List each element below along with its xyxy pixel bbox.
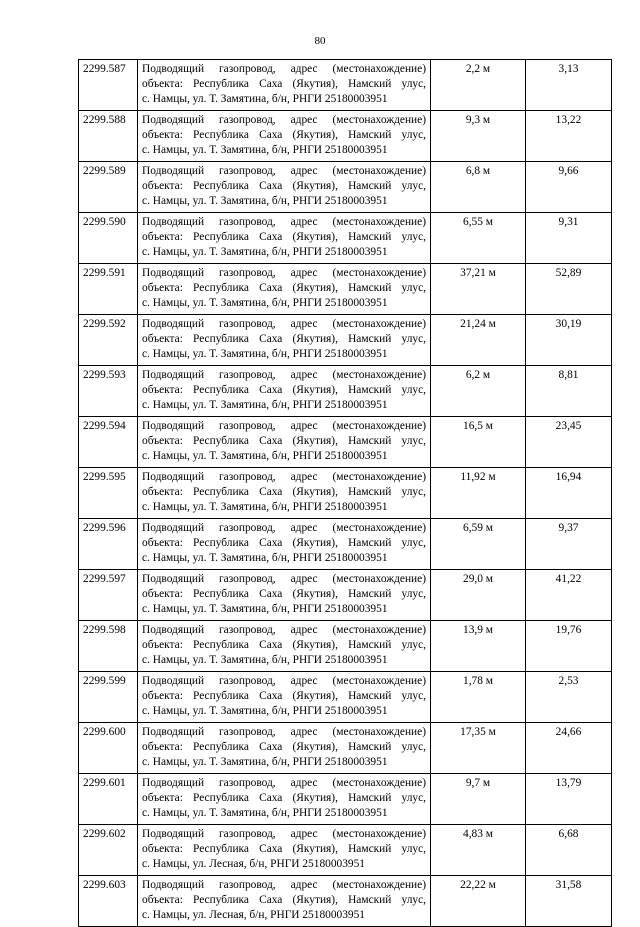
description-line: с. Намцы, ул. Т. Замятина, б/н, РНГИ 25180003951 [142, 93, 388, 105]
description-line: Подводящий газопровод, адрес (местонахождение) [142, 165, 426, 177]
object-description [138, 774, 431, 825]
item-number: 2299.596 [79, 519, 138, 570]
description-line: Подводящий газопровод, адрес (местонахождение) [142, 471, 426, 483]
table-row [79, 570, 612, 621]
object-length: 2,2 м [431, 60, 526, 111]
description-line: с. Намцы, ул. Т. Замятина, б/н, РНГИ 25180003951 [142, 603, 388, 615]
item-number: 2299.588 [79, 111, 138, 162]
description-line: объекта: Республика Саха (Якутия), Намский улус, [142, 690, 426, 702]
object-length: 11,92 м [431, 468, 526, 519]
table-row [79, 621, 612, 672]
description-line: с. Намцы, ул. Т. Замятина, б/н, РНГИ 25180003951 [142, 756, 388, 768]
description-line: Подводящий газопровод, адрес (местонахождение) [142, 369, 426, 381]
object-area: 23,45 [526, 417, 612, 468]
object-length: 6,2 м [431, 366, 526, 417]
table-row [79, 519, 612, 570]
item-number: 2299.589 [79, 162, 138, 213]
description-line: Подводящий газопровод, адрес (местонахождение) [142, 63, 426, 75]
description-line: объекта: Республика Саха (Якутия), Намский улус, [142, 792, 426, 804]
object-description [138, 876, 431, 927]
object-length: 37,21 м [431, 264, 526, 315]
object-area: 41,22 [526, 570, 612, 621]
description-line: Подводящий газопровод, адрес (местонахождение) [142, 624, 426, 636]
object-area: 24,66 [526, 723, 612, 774]
description-line: с. Намцы, ул. Т. Замятина, б/н, РНГИ 25180003951 [142, 705, 388, 717]
item-number: 2299.591 [79, 264, 138, 315]
item-number: 2299.599 [79, 672, 138, 723]
description-line: с. Намцы, ул. Т. Замятина, б/н, РНГИ 25180003951 [142, 807, 388, 819]
object-area: 6,68 [526, 825, 612, 876]
object-area: 13,79 [526, 774, 612, 825]
description-line: с. Намцы, ул. Т. Замятина, б/н, РНГИ 25180003951 [142, 654, 388, 666]
object-area: 3,13 [526, 60, 612, 111]
description-line: Подводящий газопровод, адрес (местонахождение) [142, 522, 426, 534]
item-number: 2299.593 [79, 366, 138, 417]
object-length: 29,0 м [431, 570, 526, 621]
description-line: Подводящий газопровод, адрес (местонахождение) [142, 828, 426, 840]
table-row [79, 468, 612, 519]
item-number: 2299.602 [79, 825, 138, 876]
registry-table [78, 59, 612, 927]
object-area: 9,37 [526, 519, 612, 570]
description-line: объекта: Республика Саха (Якутия), Намский улус, [142, 588, 426, 600]
object-area: 16,94 [526, 468, 612, 519]
object-description [138, 825, 431, 876]
description-line: Подводящий газопровод, адрес (местонахождение) [142, 318, 426, 330]
object-length: 13,9 м [431, 621, 526, 672]
object-area: 13,22 [526, 111, 612, 162]
item-number: 2299.592 [79, 315, 138, 366]
object-area: 19,76 [526, 621, 612, 672]
object-description [138, 315, 431, 366]
description-line: объекта: Республика Саха (Якутия), Намский улус, [142, 282, 426, 294]
item-number: 2299.587 [79, 60, 138, 111]
object-description [138, 213, 431, 264]
table-row [79, 723, 612, 774]
table-row [79, 111, 612, 162]
description-line: с. Намцы, ул. Т. Замятина, б/н, РНГИ 25180003951 [142, 501, 388, 513]
description-line: объекта: Республика Саха (Якутия), Намский улус, [142, 78, 426, 90]
object-length: 6,55 м [431, 213, 526, 264]
description-line: с. Намцы, ул. Лесная, б/н, РНГИ 25180003951 [142, 858, 366, 870]
description-line: с. Намцы, ул. Т. Замятина, б/н, РНГИ 25180003951 [142, 552, 388, 564]
table-row [79, 774, 612, 825]
object-description [138, 162, 431, 213]
description-line: объекта: Республика Саха (Якутия), Намский улус, [142, 435, 426, 447]
item-number: 2299.600 [79, 723, 138, 774]
table-row [79, 162, 612, 213]
object-length: 9,3 м [431, 111, 526, 162]
table-row [79, 315, 612, 366]
object-description [138, 111, 431, 162]
description-line: с. Намцы, ул. Т. Замятина, б/н, РНГИ 25180003951 [142, 399, 388, 411]
description-line: объекта: Республика Саха (Якутия), Намский улус, [142, 180, 426, 192]
object-description [138, 621, 431, 672]
description-line: объекта: Республика Саха (Якутия), Намский улус, [142, 333, 426, 345]
object-length: 17,35 м [431, 723, 526, 774]
object-area: 8,81 [526, 366, 612, 417]
object-length: 4,83 м [431, 825, 526, 876]
object-description [138, 366, 431, 417]
object-length: 21,24 м [431, 315, 526, 366]
description-line: объекта: Республика Саха (Якутия), Намский улус, [142, 384, 426, 396]
table-row [79, 366, 612, 417]
description-line: Подводящий газопровод, адрес (местонахождение) [142, 114, 426, 126]
item-number: 2299.603 [79, 876, 138, 927]
description-line: Подводящий газопровод, адрес (местонахождение) [142, 573, 426, 585]
object-description [138, 468, 431, 519]
description-line: объекта: Республика Саха (Якутия), Намский улус, [142, 129, 426, 141]
object-length: 9,7 м [431, 774, 526, 825]
description-line: объекта: Республика Саха (Якутия), Намский улус, [142, 537, 426, 549]
object-area: 2,53 [526, 672, 612, 723]
description-line: с. Намцы, ул. Т. Замятина, б/н, РНГИ 25180003951 [142, 195, 388, 207]
table-row [79, 213, 612, 264]
description-line: объекта: Республика Саха (Якутия), Намский улус, [142, 486, 426, 498]
object-length: 22,22 м [431, 876, 526, 927]
object-area: 30,19 [526, 315, 612, 366]
page-number: 80 [314, 35, 326, 47]
object-description [138, 570, 431, 621]
description-line: Подводящий газопровод, адрес (местонахождение) [142, 726, 426, 738]
object-description [138, 417, 431, 468]
object-length: 16,5 м [431, 417, 526, 468]
object-description [138, 672, 431, 723]
description-line: с. Намцы, ул. Т. Замятина, б/н, РНГИ 25180003951 [142, 246, 388, 258]
description-line: объекта: Республика Саха (Якутия), Намский улус, [142, 843, 426, 855]
table-row [79, 876, 612, 927]
object-length: 1,78 м [431, 672, 526, 723]
description-line: с. Намцы, ул. Т. Замятина, б/н, РНГИ 25180003951 [142, 348, 388, 360]
item-number: 2299.595 [79, 468, 138, 519]
description-line: Подводящий газопровод, адрес (местонахождение) [142, 777, 426, 789]
object-area: 52,89 [526, 264, 612, 315]
description-line: с. Намцы, ул. Т. Замятина, б/н, РНГИ 25180003951 [142, 144, 388, 156]
description-line: Подводящий газопровод, адрес (местонахождение) [142, 675, 426, 687]
object-description [138, 60, 431, 111]
registry-table-body [79, 60, 612, 927]
table-row [79, 264, 612, 315]
description-line: с. Намцы, ул. Т. Замятина, б/н, РНГИ 25180003951 [142, 450, 388, 462]
item-number: 2299.601 [79, 774, 138, 825]
table-row [79, 825, 612, 876]
description-line: Подводящий газопровод, адрес (местонахождение) [142, 420, 426, 432]
description-line: Подводящий газопровод, адрес (местонахождение) [142, 879, 426, 891]
object-area: 9,66 [526, 162, 612, 213]
object-area: 31,58 [526, 876, 612, 927]
object-description [138, 519, 431, 570]
description-line: объекта: Республика Саха (Якутия), Намский улус, [142, 741, 426, 753]
description-line: объекта: Республика Саха (Якутия), Намский улус, [142, 231, 426, 243]
description-line: с. Намцы, ул. Лесная, б/н, РНГИ 25180003951 [142, 909, 366, 921]
table-row [79, 672, 612, 723]
description-line: с. Намцы, ул. Т. Замятина, б/н, РНГИ 25180003951 [142, 297, 388, 309]
description-line: Подводящий газопровод, адрес (местонахождение) [142, 267, 426, 279]
object-area: 9,31 [526, 213, 612, 264]
table-row [79, 417, 612, 468]
object-length: 6,59 м [431, 519, 526, 570]
item-number: 2299.590 [79, 213, 138, 264]
table-row [79, 60, 612, 111]
item-number: 2299.594 [79, 417, 138, 468]
item-number: 2299.597 [79, 570, 138, 621]
item-number: 2299.598 [79, 621, 138, 672]
description-line: объекта: Республика Саха (Якутия), Намский улус, [142, 639, 426, 651]
description-line: Подводящий газопровод, адрес (местонахождение) [142, 216, 426, 228]
description-line: объекта: Республика Саха (Якутия), Намский улус, [142, 894, 426, 906]
object-description [138, 264, 431, 315]
object-length: 6,8 м [431, 162, 526, 213]
object-description [138, 723, 431, 774]
